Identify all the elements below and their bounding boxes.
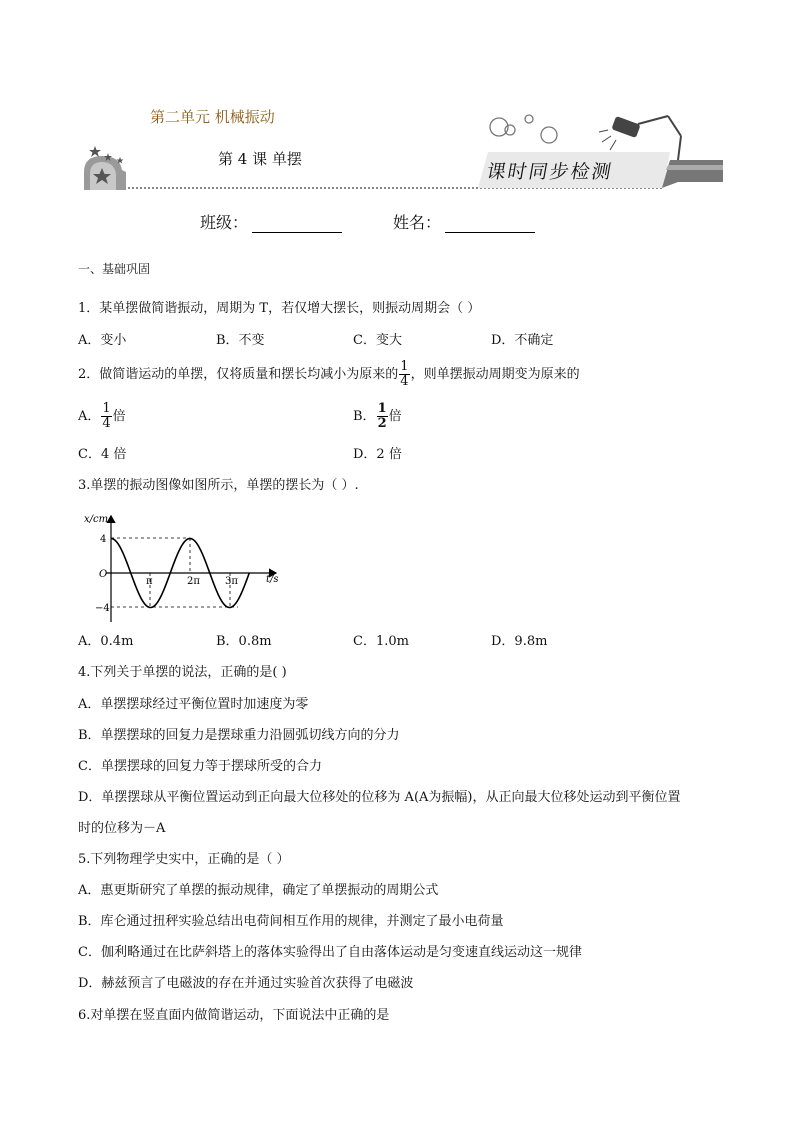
section-title: 一、基础巩固 [78,262,151,276]
graph-ylabel: x/cm [84,514,109,525]
star-badge-icon [84,146,126,190]
q2-option-b [353,398,402,436]
q3-vibration-graph [78,508,288,626]
q2-option-b-num: 1 [377,401,387,416]
q2-stem [78,356,580,394]
q4-option-b: B．单摆摆球的回复力是摆球重力沿圆弧切线方向的分力 [78,728,400,743]
q3-stem: 3.单摆的振动图像如图所示，单摆的摆长为（ ）. [78,478,359,493]
q3-option-c: C．1.0m [353,634,409,649]
q2-option-d: D．2 倍 [353,447,402,462]
q6-stem: 6.对单摆在竖直面内做简谐运动，下面说法中正确的是 [78,1008,390,1023]
q2-option-a-den: 4 [102,416,111,431]
graph-ytick-bottom: −4 [95,603,110,614]
bubbles-icon [490,115,557,143]
q3-option-a: A．0.4m [78,634,134,649]
name-field [393,210,535,233]
brand-text: 课时同步检测 [484,161,615,183]
q4-option-c: C．单摆摆球的回复力等于摆球所受的合力 [78,759,322,774]
q1-option-b: B．不变 [216,333,265,348]
q2-option-a-label: A． [78,409,101,424]
q2-option-b-suffix: 倍 [388,409,402,424]
q2-fraction [399,360,409,389]
q2-option-a-num: 1 [102,401,111,416]
name-label: 姓名： [393,213,442,232]
q4-option-d-cont: 时的位移为－A [78,821,166,836]
q1-option-d: D．不确定 [491,333,554,348]
graph-xlabel: t/s [266,574,279,585]
graph-xtick-3pi: 3π [225,576,238,587]
q2-frac-den: 4 [400,374,409,389]
unit-title: 第二单元 机械振动 [150,108,275,126]
q1-option-c: C．变大 [353,333,402,348]
q5-option-a: A．惠更斯研究了单摆的振动规律，确定了单摆振动的周期公式 [78,883,439,898]
q4-stem: 4.下列关于单摆的说法，正确的是( ) [78,665,287,680]
q1-option-a: A．变小 [78,333,127,348]
q5-option-d: D．赫兹预言了电磁波的存在并通过实验首次获得了电磁波 [78,976,414,991]
q2-stem-before: 2．做简谐运动的单摆，仅将质量和摆长均减小为原来的 [78,367,399,382]
name-blank[interactable] [445,216,535,233]
q2-stem-after: ，则单摆振动周期变为原来的 [410,367,580,382]
q2-option-b-den: 2 [377,416,387,431]
class-field [200,210,342,233]
q3-option-d: D．9.8m [491,634,548,649]
q1-stem: 1．某单摆做简谐振动，周期为 T，若仅增大摆长，则振动周期会（ ） [78,301,481,316]
q2-option-b-label: B． [353,409,376,424]
graph-ytick-top: 4 [100,534,107,545]
q2-option-a-suffix: 倍 [112,409,126,424]
graph-origin: O [99,569,108,580]
q2-option-a-frac [101,402,111,431]
q2-option-c: C．4 倍 [78,447,127,462]
graph-xtick-2pi: 2π [187,576,200,587]
class-blank[interactable] [252,216,342,233]
q2-option-a [78,398,126,436]
q4-option-a: A．单摆摆球经过平衡位置时加速度为零 [78,697,309,712]
q5-option-c: C．伽利略通过在比萨斜塔上的落体实验得出了自由落体运动是匀变速直线运动这一规律 [78,945,582,960]
class-label: 班级： [200,213,249,232]
q4-option-d: D．单摆摆球从平衡位置运动到正向最大位移处的位移为 A(A为振幅)，从正向最大位移处运动到平衡位置 [78,790,681,805]
q5-option-b: B．库仑通过扭秤实验总结出电荷间相互作用的规律，并测定了最小电荷量 [78,914,504,929]
q2-frac-num: 1 [400,359,409,374]
q3-option-b: B．0.8m [216,634,272,649]
lesson-title: 第 4 课 单摆 [218,150,302,168]
q5-stem: 5.下列物理学史实中，正确的是（ ） [78,852,290,867]
graph-xtick-pi: π [146,576,153,587]
q2-option-b-frac [377,402,388,431]
